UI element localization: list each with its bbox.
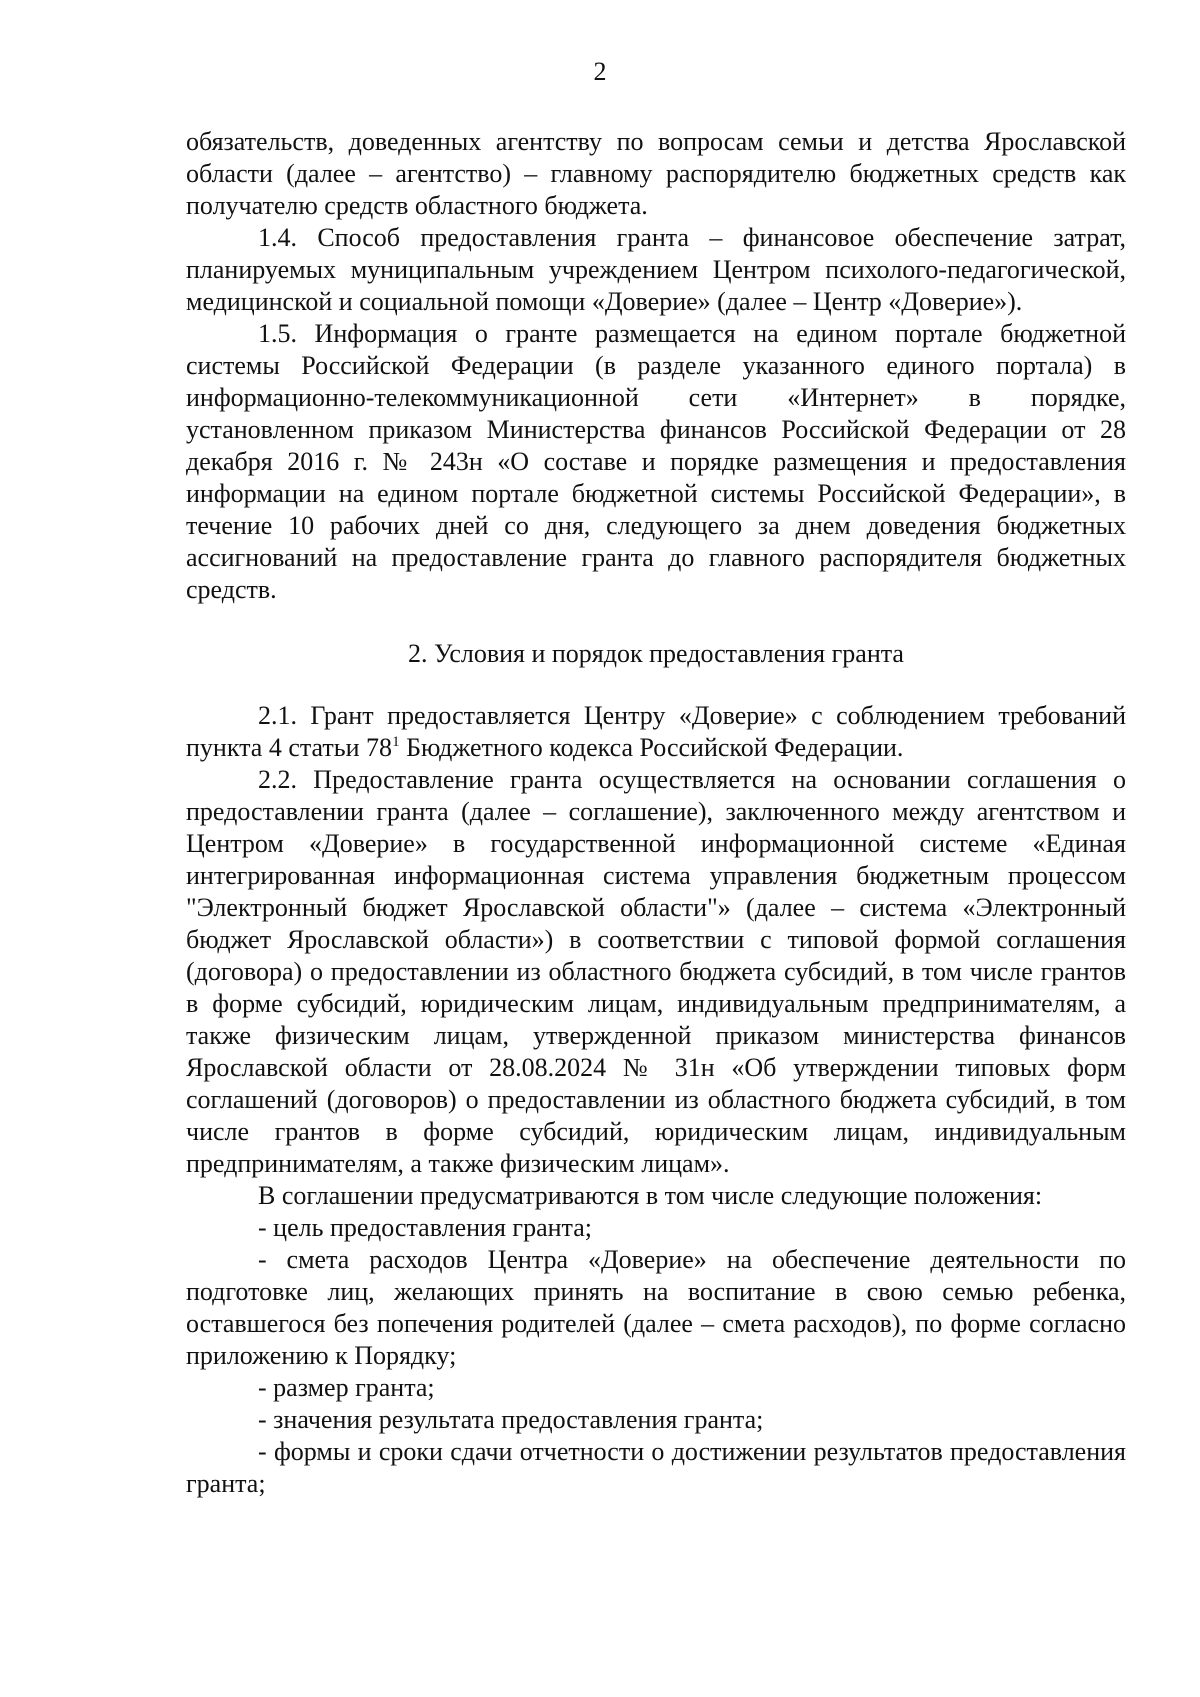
page-number: 2: [593, 57, 607, 86]
provision-item: - размер гранта;: [258, 1373, 435, 1402]
paragraph-continuation: обязательств, доведенных агентству по вопросам семьи и детства Ярославской области (далее – агентство) – главному распорядителю бюджетных средств как получателю средств областного бюджета.: [186, 127, 1126, 220]
document-body: [186, 126, 1126, 1500]
provisions-intro: В соглашении предусматриваются в том числе следующие положения:: [258, 1181, 1043, 1210]
section-heading: 2. Условия и порядок предоставления гранта: [408, 639, 904, 668]
paragraph-1-5: 1.5. Информация о гранте размещается на едином портале бюджетной системы Российской Федерации (в разделе указанного единого портала) в информационно-телекоммуникационной сети «Интернет» в порядке, установленном приказом Министерства финансов Российской Федерации от 28 декабря 2016 г. № 243н «О составе и порядке размещения и предоставления информации на едином портале бюджетной системы Российской Федерации», в течение 10 рабочих дней со дня, следующего за днем доведения бюджетных ассигнований на предоставление гранта до главного распорядителя бюджетных средств.: [186, 319, 1126, 604]
paragraph-2-2: 2.2. Предоставление гранта осуществляется на основании соглашения о предоставлении гранта (далее – соглашение), заключенного между агентством и Центром «Доверие» в государственной информационной системе «Единая интегрированная информационная система управления бюджетным процессом "Электронный бюджет Ярославской области"» (далее – система «Электронный бюджет Ярославской области») в соответствии с типовой формой соглашения (договора) о предоставлении из областного бюджета субсидий, в том числе грантов в форме субсидий, юридическим лицам, индивидуальным предпринимателям, а также физическим лицам, утвержденной приказом министерства финансов Ярославской области от 28.08.2024 № 31н «Об утверждении типовых форм соглашений (договоров) о предоставлении из областного бюджета субсидий, в том числе грантов в форме субсидий, юридическим лицам, индивидуальным предпринимателям, а также физическим лицам».: [186, 765, 1126, 1178]
paragraph-2-1-text: 2.1. Грант предоставляется Центру «Доверие» с соблюдением требований пункта 4 статьи 78: [186, 701, 1126, 762]
paragraph-1-4: 1.4. Способ предоставления гранта – финансовое обеспечение затрат, планируемых муниципальным учреждением Центром психолого-педагогической, медицинской и социальной помощи «Доверие» (далее – Центр «Доверие»).: [186, 223, 1126, 316]
provision-item: - цель предоставления гранта;: [258, 1213, 592, 1242]
superscript-marker: 1: [392, 734, 400, 750]
provision-item: - значения результата предоставления гранта;: [258, 1405, 764, 1434]
paragraph-2-1-text-end: Бюджетного кодекса Российской Федерации.: [399, 733, 904, 762]
provision-item: - формы и сроки сдачи отчетности о достижении результатов предоставления гранта;: [186, 1437, 1126, 1498]
provision-item: - смета расходов Центра «Доверие» на обеспечение деятельности по подготовке лиц, желающих принять на воспитание в свою семью ребенка, оставшегося без попечения родителей (далее – смета расходов), по форме согласно приложению к Порядку;: [186, 1245, 1126, 1370]
paragraph-2-1: [186, 700, 1126, 764]
